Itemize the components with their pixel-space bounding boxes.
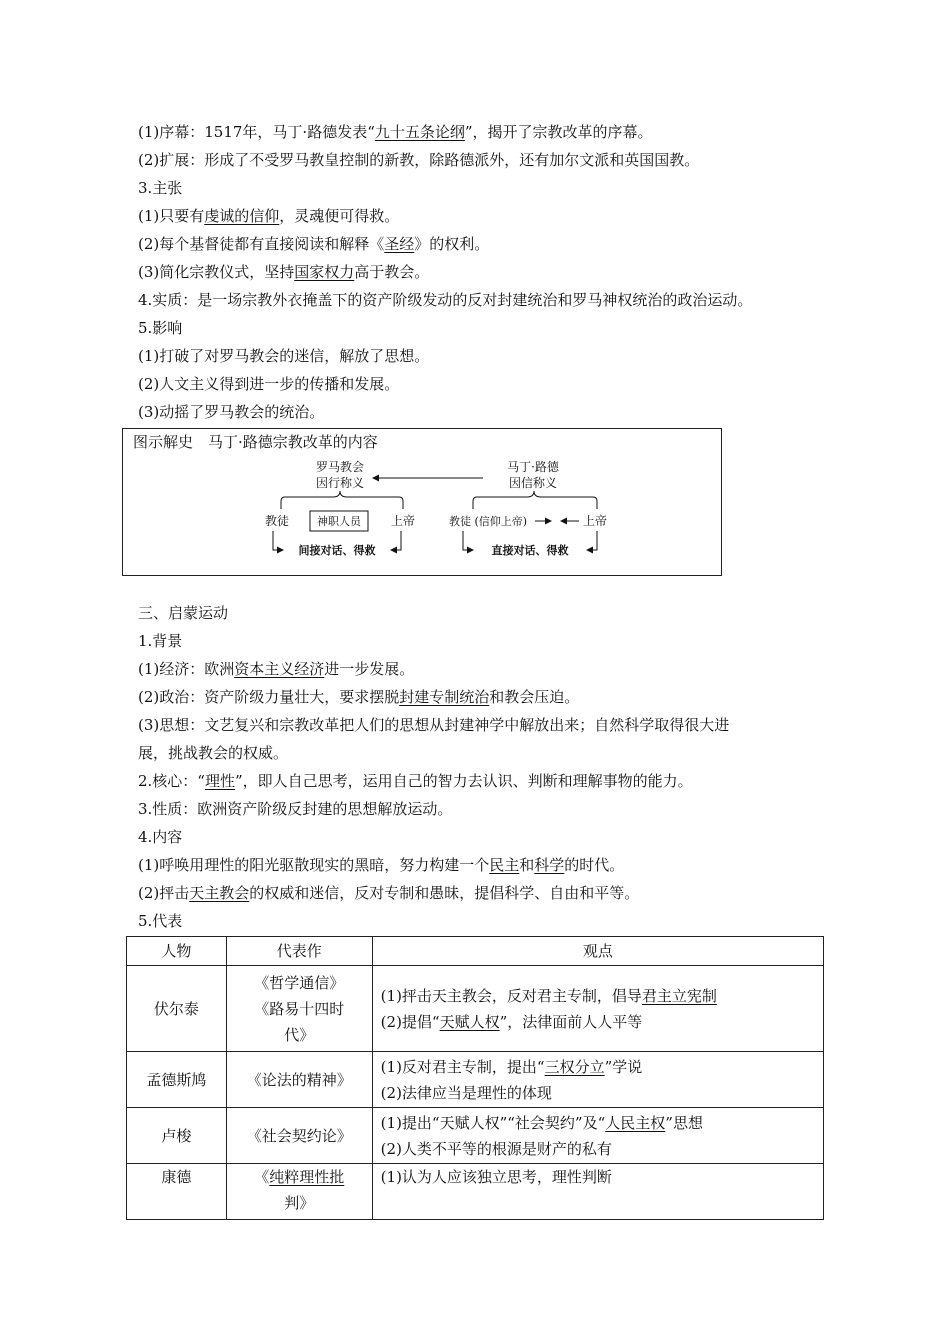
heading-essence: 4.实质：是一场宗教外衣掩盖下的资产阶级发动的反对封建统治和罗马神权统治的政治运动。 [138,291,753,309]
cell-person: 孟德斯鸠 [127,1052,227,1108]
label-roman-church: 罗马教会 [315,460,365,474]
brace-right [473,491,597,509]
para-expansion: (2)扩展：形成了不受罗马教皇控制的新教，除路德派外，还有加尔文派和英国国教。 [138,151,700,169]
bracket-left [273,531,283,550]
para-impact-2: (2)人文主义得到进一步的传播和发展。 [138,375,400,393]
heading-claims: 3.主张 [138,179,183,197]
underlined-term: 纯粹理性批 [269,1168,345,1186]
underlined-term: 天主教会 [189,884,250,902]
cell-work: 《纯粹理性批 判》 [226,1164,372,1220]
label-left-believer: 教徒 [265,514,290,528]
table-header-row [127,937,824,966]
table-row [127,1164,824,1220]
representatives-table [126,936,824,1220]
para-economy: (1)经济：欧洲资本主义经济进一步发展。 [138,660,415,678]
header-work: 代表作 [226,937,372,966]
header-person: 人物 [127,937,227,966]
para-claim-3: (3)简化宗教仪式，坚持国家权力高于教会。 [138,263,430,281]
underlined-term: 天赋人权 [439,1012,500,1031]
cell-person: 卢梭 [127,1108,227,1164]
heading-core: 2.核心：“理性”，即人自己思考，运用自己的智力去认识、判断和理解事物的能力。 [138,772,693,790]
header-views: 观点 [372,937,823,966]
underlined-term: 虔诚的信仰 [204,207,280,225]
bracket-left-end [391,531,401,550]
para-content-1: (1)呼唤用理性的阳光驱散现实的黑暗，努力构建一个民主和科学的时代。 [138,856,625,874]
section-title-enlightenment: 三、启蒙运动 [138,604,229,622]
heading-content: 4.内容 [138,828,183,846]
para-claim-1: (1)只要有虔诚的信仰，灵魂便可得救。 [138,207,400,225]
cell-person: 康德 [127,1164,227,1220]
heading-impact: 5.影响 [138,319,183,337]
underlined-term: 封建专制统治 [399,688,490,706]
label-right-god: 上帝 [583,514,608,528]
underlined-term: 科学 [534,856,565,874]
cell-work: 《社会契约论》 [226,1108,372,1164]
label-clergy: 神职人员 [317,515,361,528]
label-justification-by-faith: 因信称义 [508,476,558,490]
underlined-term: 三权分立 [544,1057,605,1076]
diagram-title: 图示解史 马丁·路德宗教改革的内容 [133,433,378,451]
para-thought-1: (3)思想：文艺复兴和宗教改革把人们的思想从封建神学中解放出来；自然科学取得很大进 [138,716,730,734]
underlined-term: 圣经 [384,235,415,253]
cell-work: 《论法的精神》 [226,1052,372,1108]
para-thought-2: 展，挑战教会的权威。 [138,744,289,762]
label-justification-by-works: 因行称义 [315,476,365,490]
cell-views: (1)认为人应该独立思考，理性判断 [372,1164,823,1220]
brace-left [281,491,403,509]
label-left-god: 上帝 [391,514,416,528]
para-claim-2: (2)每个基督徒都有直接阅读和解释《圣经》的权利。 [138,235,490,253]
underlined-term: 理性 [204,772,235,790]
para-prelude: (1)序幕：1517年，马丁·路德发表“九十五条论纲”，揭开了宗教改革的序幕。 [138,123,653,141]
underlined-term: 人民主权 [605,1113,666,1132]
underlined-term: 国家权力 [294,263,355,281]
cell-views: (1)提出“天赋人权”“社会契约”及“人民主权”思想 (2)人类不平等的根源是财产的私有 [372,1108,823,1164]
para-impact-3: (3)动摇了罗马教会的统治。 [138,403,325,421]
underlined-term: 资本主义经济 [234,660,325,678]
bracket-right-end [587,531,597,550]
underlined-term: 九十五条论纲 [374,123,465,141]
para-politics: (2)政治：资产阶级力量壮大，要求摆脱封建专制统治和教会压迫。 [138,688,580,706]
label-indirect-dialogue: 间接对话、得救 [298,544,376,557]
heading-background: 1.背景 [138,632,183,650]
cell-person: 伏尔泰 [127,966,227,1052]
bracket-right [463,531,473,550]
label-direct-dialogue: 直接对话、得救 [491,544,569,557]
para-impact-1: (1)打破了对罗马教会的迷信，解放了思想。 [138,347,430,365]
label-martin-luther: 马丁·路德 [507,460,559,474]
cell-work: 《哲学通信》 《路易十四时 代》 [226,966,372,1052]
para-content-2: (2)抨击天主教会的权威和迷信，反对专制和愚昧，提倡科学、自由和平等。 [138,884,640,902]
cell-views: (1)反对君主专制，提出“三权分立”学说 (2)法律应当是理性的体现 [372,1052,823,1108]
cell-views: (1)抨击天主教会，反对君主专制，倡导君主立宪制 (2)提倡“天赋人权”，法律面前人人平等 [372,966,823,1052]
label-right-believer: 教徒 (信仰上帝) [449,515,528,528]
table-row [127,1108,824,1164]
underlined-term: 君主立宪制 [641,986,717,1005]
diagram-box [122,428,722,576]
table-row [127,1052,824,1108]
heading-nature: 3.性质：欧洲资产阶级反封建的思想解放运动。 [138,800,453,818]
underlined-term: 民主 [489,856,520,874]
table-row [127,966,824,1052]
heading-representatives: 5.代表 [138,912,183,930]
